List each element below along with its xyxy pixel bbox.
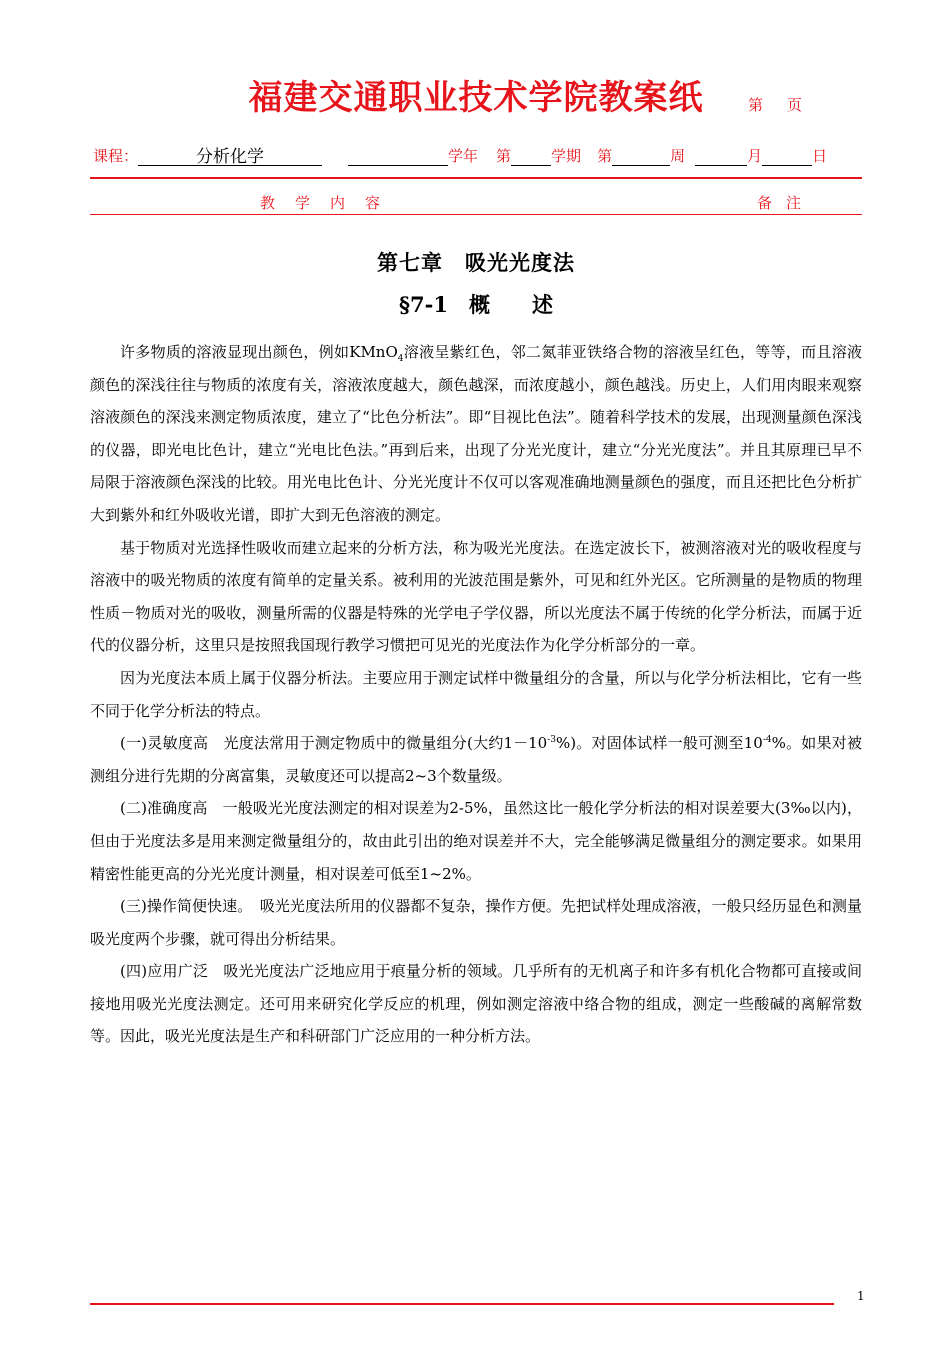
year-label: 学年 — [448, 147, 479, 165]
paragraph-2: 基于物质对光选择性吸收而建立起来的分析方法，称为吸光光度法。在选定波长下，被测溶液对光的吸收程度与溶液中的吸光物质的浓度有简单的定量关系。被利用的光波范围是紫外，可见和红外光区。它所测量的是物质的物理性质－物质对光的吸收，测量所需的仪器是特殊的光学电子学仪器，所以光度法不属于传统的化学分析法，而属于近代的仪器分析，这里只是按照我国现行教学习惯把可见光的光度法作为化学分析部分的一章。 — [90, 538, 862, 655]
body-text — [90, 336, 862, 1053]
week-label: 周 — [670, 147, 686, 165]
page-number-label — [748, 94, 804, 115]
chapter-title: 第七章 吸光光度法 — [377, 250, 575, 275]
day-field — [762, 147, 812, 166]
course-field — [138, 147, 322, 166]
header-divider-bottom — [90, 214, 862, 215]
course-label: 课程： — [93, 147, 139, 165]
term-field — [511, 147, 551, 166]
footer-divider — [90, 1303, 834, 1305]
paragraph-5: (二)准确度高 一般吸光光度法测定的相对误差为2-5%，虽然这比一般化学分析法的相对误差要大(3‰以内)，但由于光度法多是用来测定微量组分的，故由此引出的绝对误差并不大，完全能够满足微量组分的测定要求。如果用精密性能更高的分光光度计测量，相对误差可低至1~2%。 — [90, 799, 862, 883]
header-divider-top — [90, 177, 862, 179]
day-label: 日 — [812, 147, 828, 165]
paragraph-6: (三)操作简便快速。 吸光光度法所用的仪器都不复杂，操作方便。先把试样处理成溶液，一般只经历显色和测量吸光度两个步骤，就可得出分析结果。 — [90, 897, 862, 948]
column-header-row — [90, 192, 862, 212]
paragraph-7: (四)应用广泛 吸光光度法广泛地应用于痕量分析的领域。几乎所有的无机离子和许多有机化合物都可直接或间接地用吸光光度法测定。还可用来研究化学反应的机理，例如测定溶液中络合物的组成，测定一些酸碱的离解常数等。因此，吸光光度法是生产和科研部门广泛应用的一种分析方法。 — [90, 962, 862, 1046]
year-field — [348, 147, 448, 166]
document-title: 福建交通职业技术学院教案纸 — [248, 78, 704, 118]
week-field — [612, 147, 670, 166]
course-info-row — [93, 146, 863, 168]
page-number: 1 — [857, 1289, 865, 1303]
paragraph-1: 许多物质的溶液显现出颜色，例如KMnO$_4$溶液呈紫红色，邻二氮菲亚铁络合物的溶液呈红色，等等，而且溶液颜色的深浅往往与物质的浓度有关，溶液浓度越大，颜色越深，而浓度越小，颜色越浅。历史上，人们用肉眼来观察溶液颜色的深浅来测定物质浓度，建立了“比色分析法”。即“目视比色法”。随着科学技术的发展，出现测量颜色深浅的仪器，即光电比色计，建立“光电比色法。”再到后来，出现了分光光度计，建立“分光光度法”。并且其原理已早不局限于溶液颜色深浅的比较。用光电比色计、分光光度计不仅可以客观准确地测量颜色的强度，而且还把比色分析扩大到紫外和红外吸收光谱，即扩大到无色溶液的测定。 — [90, 343, 862, 524]
paragraph-4: (一)灵敏度高 光度法常用于测定物质中的微量组分(大约$1-10^{-3}\%$)。对固体试样一般可测至$10^{-4}\%$。如果对被测组分进行先期的分离富集，灵敏度还可以提高2~3个数量级。 — [90, 734, 862, 785]
week-prefix: 第 — [597, 147, 613, 165]
month-field — [695, 147, 747, 166]
teaching-content-header: 教学内容 — [260, 194, 401, 212]
term-label: 学期 — [551, 147, 582, 165]
term-prefix: 第 — [496, 147, 512, 165]
page-label-last: 页 — [787, 96, 805, 114]
course-value: 分析化学 — [196, 147, 265, 167]
page-label-first: 第 — [748, 96, 766, 114]
month-label: 月 — [747, 147, 763, 165]
remark-header: 备注 — [757, 194, 816, 212]
section-title: §7-1 概 述 — [399, 292, 553, 317]
paragraph-3: 因为光度法本质上属于仪器分析法。主要应用于测定试样中微量组分的含量，所以与化学分析法相比，它有一些不同于化学分析法的特点。 — [90, 668, 862, 720]
